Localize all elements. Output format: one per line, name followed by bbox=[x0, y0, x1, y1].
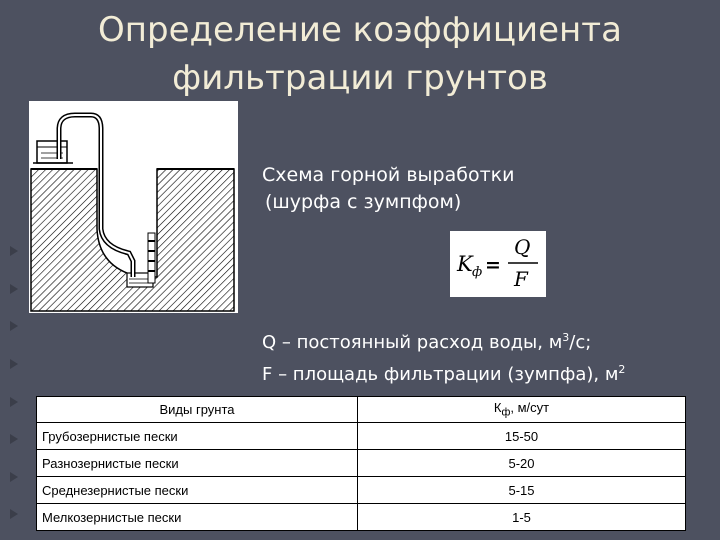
formula-lhs: K bbox=[457, 252, 473, 276]
formula-numerator: Q bbox=[514, 235, 531, 259]
diagram-caption bbox=[262, 162, 514, 216]
formula-lhs-subscript: ф bbox=[472, 265, 483, 280]
cell-soil-type: Разнозернистые пески bbox=[37, 450, 358, 477]
legend-q-sup: 3 bbox=[562, 331, 570, 344]
bullet-icon bbox=[10, 321, 18, 331]
legend-f bbox=[262, 356, 625, 388]
legend-q-text: Q – постоянный расход воды, м bbox=[262, 332, 563, 353]
cell-coefficient: 15-50 bbox=[358, 423, 686, 450]
formula-svg bbox=[450, 231, 546, 297]
header-k: К bbox=[493, 400, 502, 416]
table-row bbox=[37, 477, 686, 504]
cell-coefficient: 5-20 bbox=[358, 450, 686, 477]
legend-q-tail: /с; bbox=[569, 332, 592, 353]
table-row bbox=[37, 450, 686, 477]
table-row bbox=[37, 423, 686, 450]
bullet-icon bbox=[10, 359, 18, 369]
soil-coefficient-table bbox=[36, 396, 686, 531]
legend-q bbox=[262, 324, 625, 356]
formula-equals: = bbox=[485, 254, 501, 276]
title-line-2: фильтрации грунтов bbox=[172, 58, 548, 98]
cell-soil-type: Среднезернистые пески bbox=[37, 477, 358, 504]
bullet-icon bbox=[10, 246, 18, 256]
header-k-sub: ф bbox=[501, 406, 511, 419]
cell-soil-type: Мелкозернистые пески bbox=[37, 504, 358, 531]
caption-line-1: Схема горной выработки bbox=[262, 164, 515, 186]
table-header-row bbox=[37, 397, 686, 423]
legend-f-sup: 2 bbox=[618, 363, 626, 376]
legend-f-text: F – площадь фильтрации (зумпфа), м bbox=[262, 364, 619, 385]
header-k-unit: , м/сут bbox=[510, 400, 550, 416]
cell-coefficient: 5-15 bbox=[358, 477, 686, 504]
slide-title bbox=[0, 6, 720, 102]
formula-denominator: F bbox=[514, 267, 528, 291]
bullet-icon bbox=[10, 472, 18, 482]
bullet-icon bbox=[10, 284, 18, 294]
cell-soil-type: Грубозернистые пески bbox=[37, 423, 358, 450]
bullet-icon bbox=[10, 509, 18, 519]
filtration-formula bbox=[450, 231, 546, 297]
header-coefficient bbox=[358, 397, 686, 423]
bullet-icon bbox=[10, 434, 18, 444]
pit-sump-diagram-svg bbox=[29, 101, 238, 313]
title-line-1: Определение коэффициента bbox=[98, 10, 622, 50]
table-row bbox=[37, 504, 686, 531]
caption-line-2: (шурфа с зумпфом) bbox=[265, 191, 462, 213]
pit-sump-diagram bbox=[29, 101, 238, 313]
water-tank bbox=[37, 141, 67, 163]
bullet-icon bbox=[10, 397, 18, 407]
soil-mass bbox=[31, 169, 234, 311]
formula-legend bbox=[262, 324, 625, 388]
header-soil-type: Виды грунта bbox=[37, 397, 358, 423]
cell-coefficient: 1-5 bbox=[358, 504, 686, 531]
